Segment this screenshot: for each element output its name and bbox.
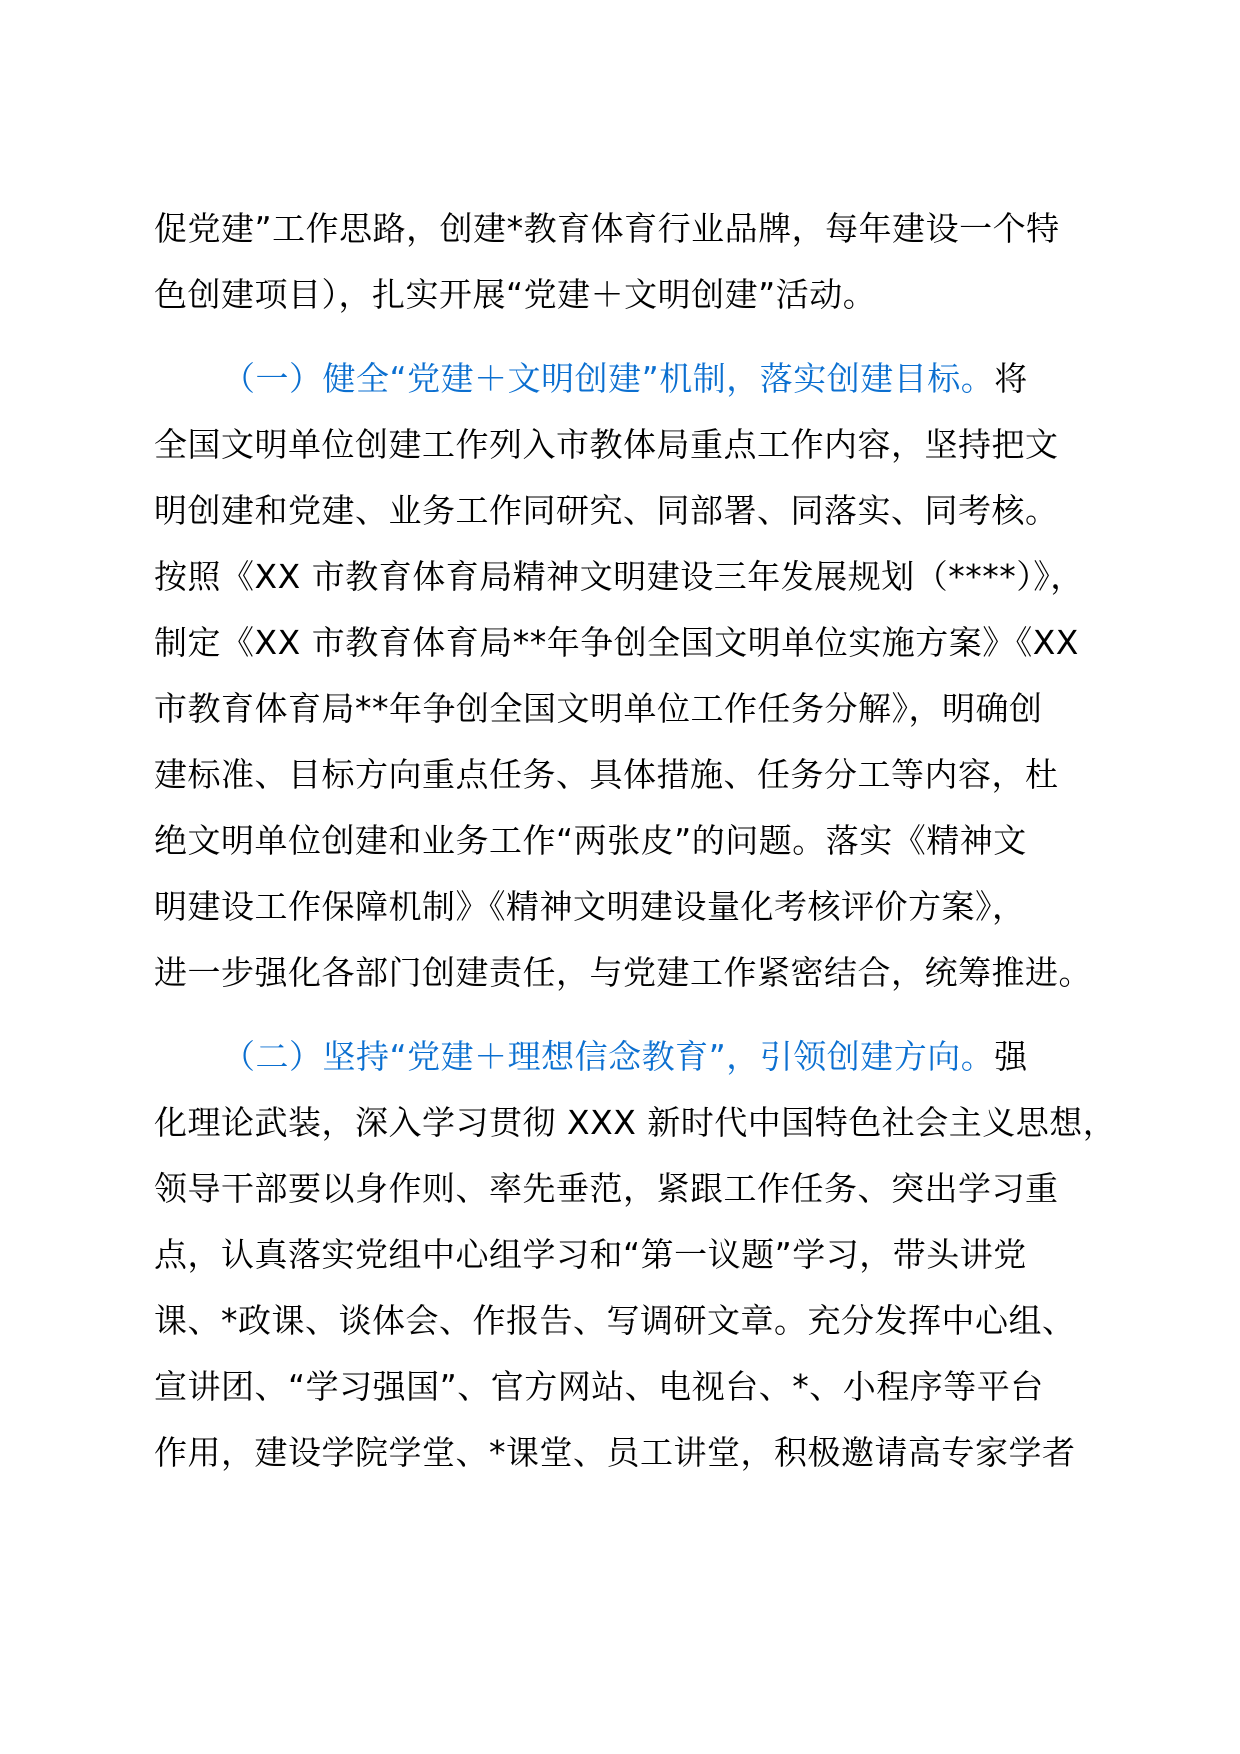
text-line: 建标准、目标方向重点任务、具体措施、任务分工等内容，杜 xyxy=(154,755,1059,794)
text-line: 按照《XX 市教育体育局精神文明建设三年发展规划（****）》， xyxy=(154,557,1084,596)
text-line: 制定《XX 市教育体育局**年争创全国文明单位实施方案》《XX xyxy=(154,623,1079,662)
text-run: 将 xyxy=(994,359,1028,398)
text-line: 明建设工作保障机制》《精神文明建设量化考核评价方案》， xyxy=(154,887,1026,926)
section-heading: （二）坚持“党建＋理想信念教育”，引领创建方向。 xyxy=(222,1037,995,1076)
text-line: 宣讲团、“学习强国”、官方网站、电视台、*、小程序等平台 xyxy=(154,1367,1044,1406)
paragraph-continuation xyxy=(154,196,1104,328)
paragraph-section-2 xyxy=(154,1024,1117,1486)
text-line: 市教育体育局**年争创全国文明单位工作任务分解》，明确创 xyxy=(154,689,1043,728)
text-line: 促党建”工作思路，创建*教育体育行业品牌，每年建设一个特 xyxy=(154,209,1060,248)
section-heading-line xyxy=(154,1024,1104,1090)
text-line: 课、*政课、谈体会、作报告、写调研文章。充分发挥中心组、 xyxy=(154,1301,1076,1340)
text-line: 明创建和党建、业务工作同研究、同部署、同落实、同考核。 xyxy=(154,491,1059,530)
paragraph-section-1 xyxy=(154,346,1104,1006)
text-line: 全国文明单位创建工作列入市教体局重点工作内容，坚持把文 xyxy=(154,425,1059,464)
section-heading-line xyxy=(154,346,1104,412)
section-heading: （一）健全“党建＋文明创建”机制，落实创建目标。 xyxy=(222,359,995,398)
text-line: 绝文明单位创建和业务工作“两张皮”的问题。落实《精神文 xyxy=(154,821,1027,860)
text-line: 色创建项目），扎实开展“党建＋文明创建”活动。 xyxy=(154,275,877,314)
text-run: 强 xyxy=(994,1037,1028,1076)
document-body xyxy=(154,196,1117,1486)
text-line: 化理论武装，深入学习贯彻 XXX 新时代中国特色社会主义思想， xyxy=(154,1103,1117,1142)
paragraph-spacer xyxy=(154,328,1104,346)
text-line: 点，认真落实党组中心组学习和“第一议题”学习，带头讲党 xyxy=(154,1235,1027,1274)
text-line: 进一步强化各部门创建责任，与党建工作紧密结合，统筹推进。 xyxy=(154,953,1092,992)
text-line: 领导干部要以身作则、率先垂范，紧跟工作任务、突出学习重 xyxy=(154,1169,1059,1208)
text-line: 作用，建设学院学堂、*课堂、员工讲堂，积极邀请高专家学者 xyxy=(154,1433,1076,1472)
paragraph-spacer xyxy=(154,1006,1104,1024)
